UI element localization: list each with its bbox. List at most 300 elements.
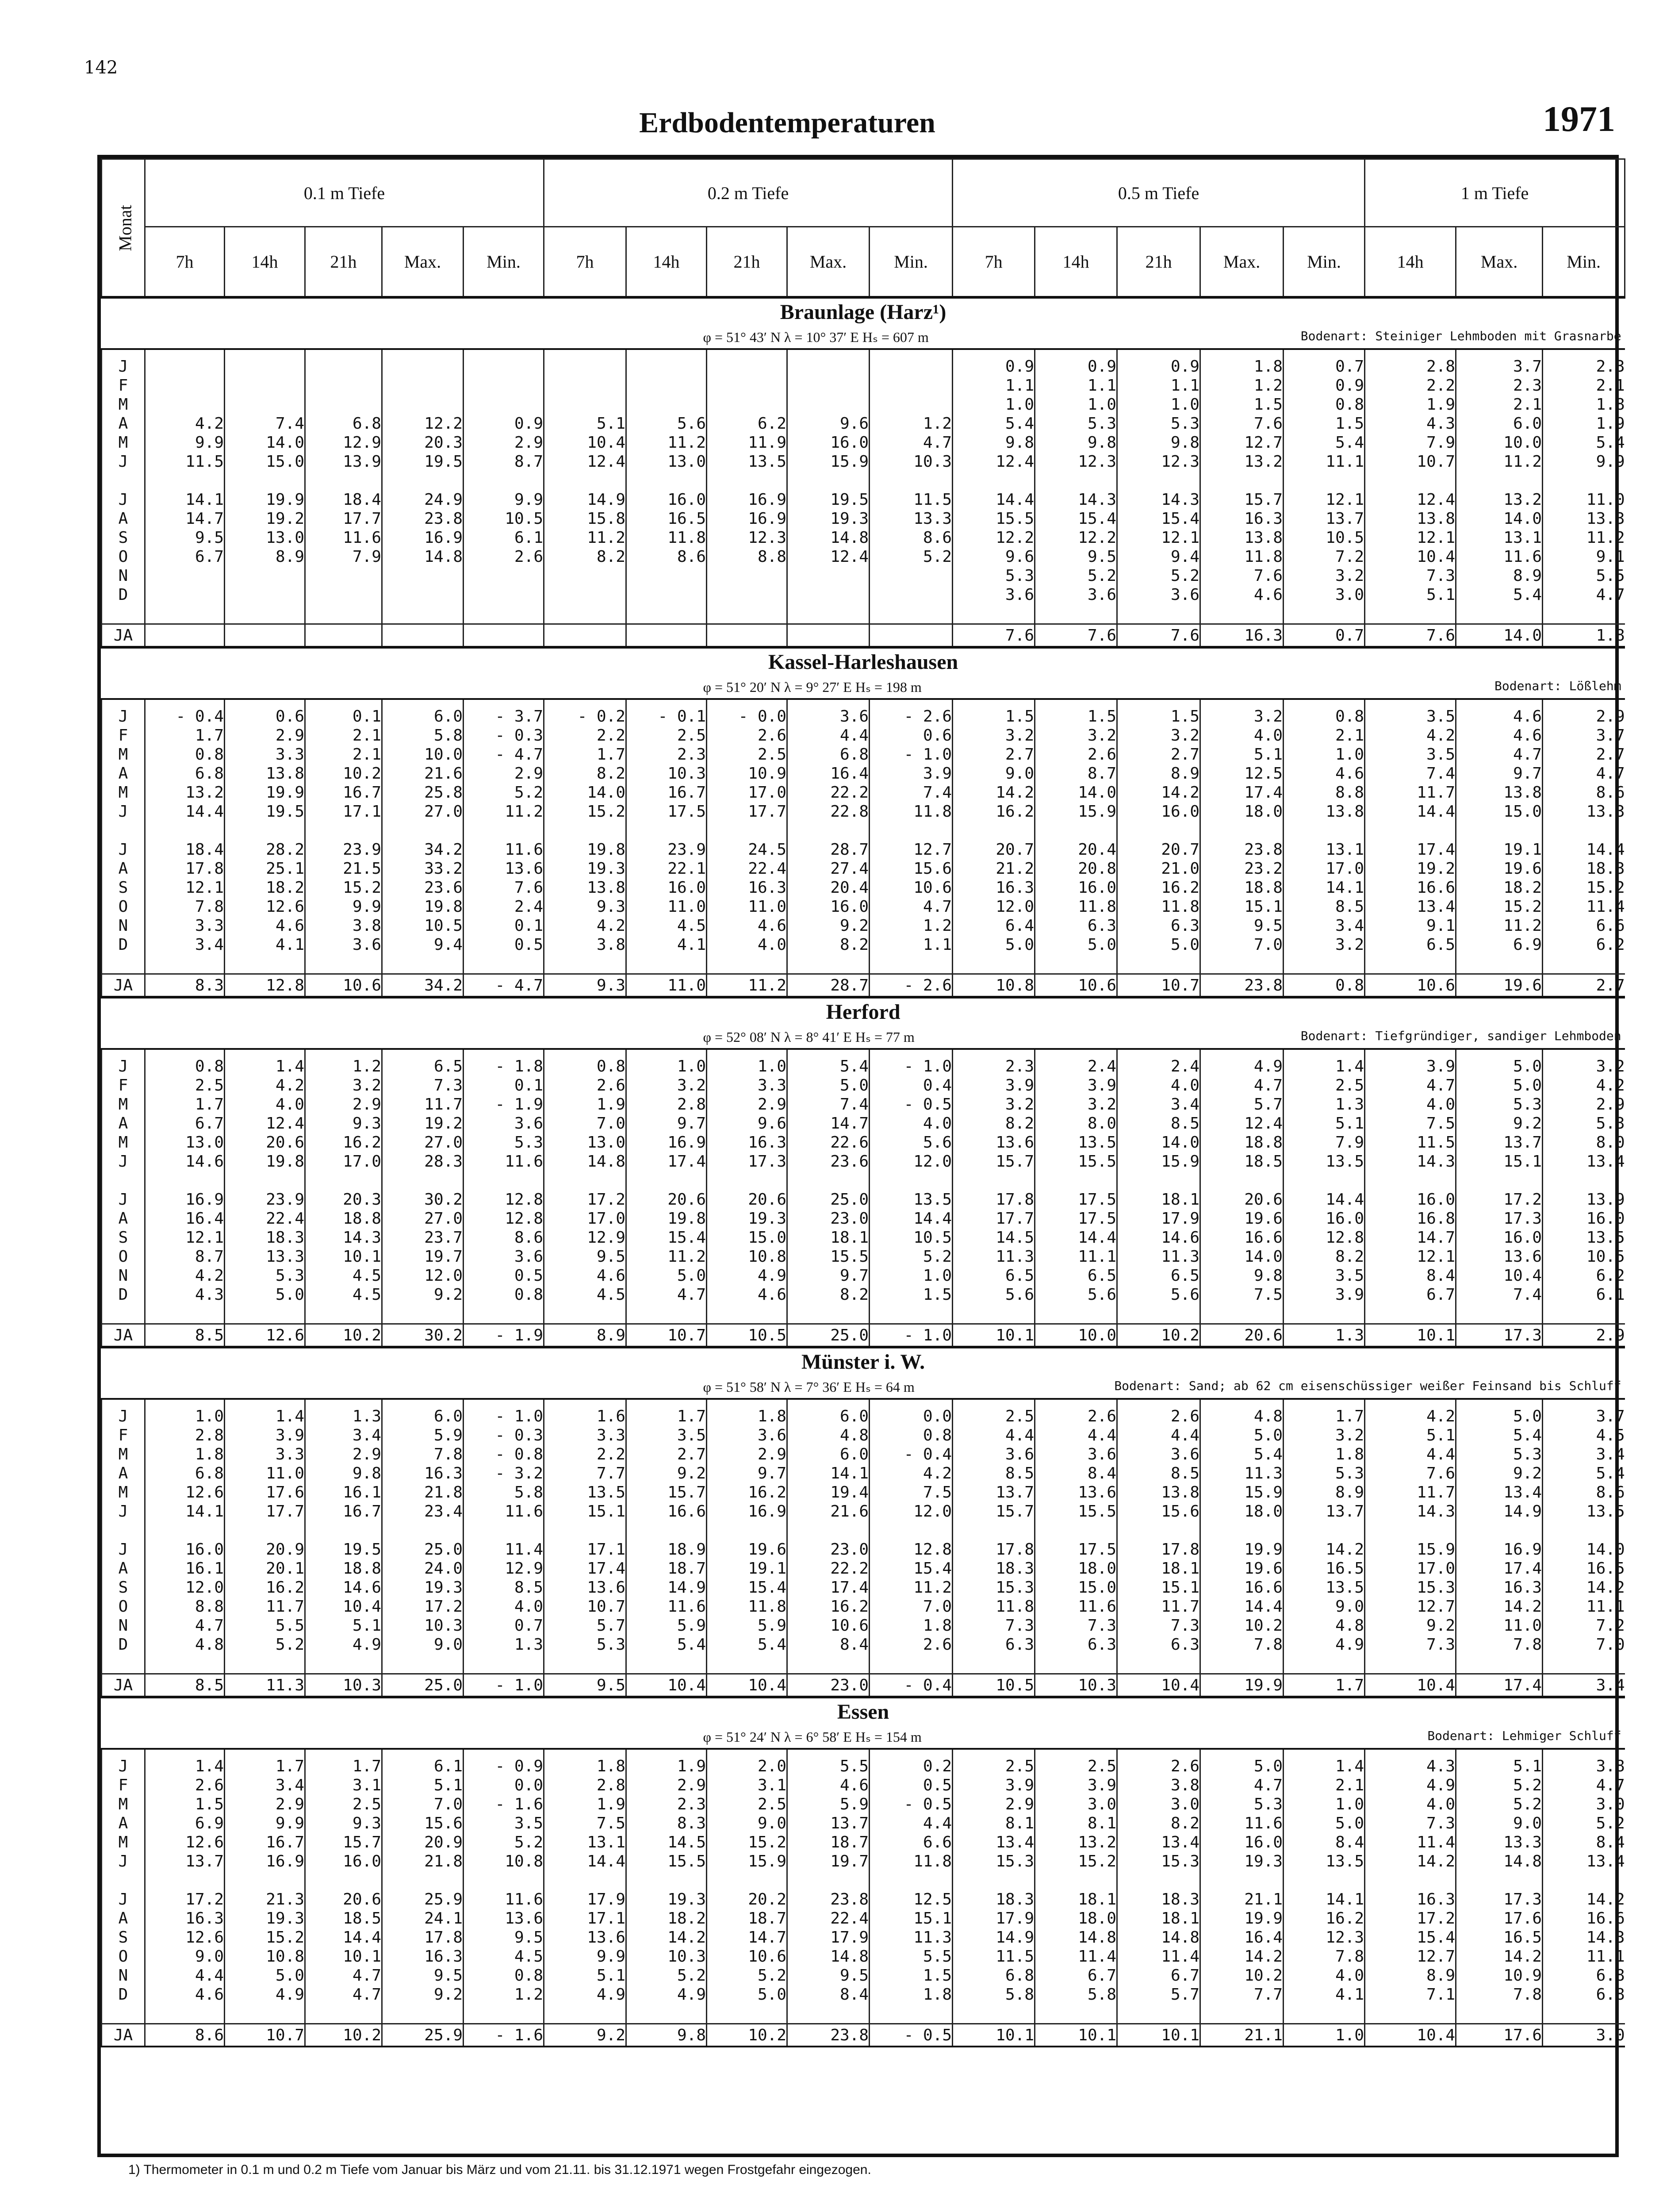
value-cell: 13.8	[1284, 802, 1365, 821]
annual-value	[626, 624, 707, 648]
table-row	[102, 433, 1625, 452]
value-cell: 9.5	[544, 1247, 626, 1266]
value-cell: 8.9	[1456, 566, 1543, 585]
month-label: M	[102, 1795, 145, 1814]
value-cell: 1.5	[870, 1966, 953, 1985]
value-cell	[544, 585, 626, 604]
annual-value: 30.2	[382, 1324, 464, 1348]
value-cell: 12.0	[953, 897, 1035, 916]
gap-cell	[1200, 471, 1284, 490]
value-cell: 16.2	[787, 1597, 870, 1616]
spacer-cell	[1035, 699, 1117, 707]
value-cell: 2.3	[1456, 376, 1543, 395]
gap-cell	[145, 821, 225, 840]
value-cell: 18.3	[1543, 859, 1625, 878]
value-cell: 15.5	[787, 1247, 870, 1266]
value-cell: 15.5	[1035, 1152, 1117, 1171]
column-header: 14h	[1035, 227, 1117, 298]
annual-value: 10.2	[707, 2024, 787, 2047]
value-cell: 3.9	[1035, 1776, 1117, 1795]
month-label: N	[102, 916, 145, 935]
value-cell: 1.5	[1117, 707, 1200, 726]
gap-cell	[1117, 604, 1200, 624]
value-cell: 23.9	[626, 840, 707, 859]
value-cell: 13.8	[1200, 528, 1284, 547]
value-cell: 5.0	[1035, 935, 1117, 954]
value-cell: 5.4	[626, 1635, 707, 1654]
value-cell: 14.4	[145, 802, 225, 821]
value-cell: - 1.9	[464, 1095, 544, 1114]
spacer-cell	[1117, 1399, 1200, 1407]
value-cell: 6.9	[145, 1814, 225, 1833]
month-label: J	[102, 1852, 145, 1871]
value-cell: 2.6	[707, 726, 787, 745]
value-cell: 19.7	[382, 1247, 464, 1266]
value-cell: 11.6	[464, 840, 544, 859]
value-cell: 4.0	[870, 1114, 953, 1133]
value-cell: 10.1	[305, 1947, 382, 1966]
value-cell: 4.7	[305, 1966, 382, 1985]
annual-value: 8.5	[145, 1674, 225, 1697]
spacer-cell	[1365, 1399, 1456, 1407]
value-cell: 0.5	[870, 1776, 953, 1795]
value-cell: 4.2	[870, 1464, 953, 1483]
value-cell: 13.6	[544, 1578, 626, 1597]
value-cell: 7.4	[870, 783, 953, 802]
gap-cell	[102, 1521, 145, 1540]
value-cell: 3.1	[707, 1776, 787, 1795]
value-cell: 18.3	[953, 1559, 1035, 1578]
annual-value: 0.7	[1284, 624, 1365, 648]
gap-cell	[1284, 1304, 1365, 1324]
spacer-cell	[870, 1049, 953, 1057]
value-cell: 8.1	[1035, 1814, 1117, 1833]
value-cell: 3.2	[1284, 935, 1365, 954]
annual-value: 11.2	[707, 974, 787, 998]
value-cell: 15.9	[1365, 1540, 1456, 1559]
value-cell: 13.2	[1200, 452, 1284, 471]
value-cell: 6.3	[953, 1635, 1035, 1654]
station-name: Braunlage (Harz¹)	[102, 297, 1625, 325]
value-cell: 4.6	[1200, 585, 1284, 604]
table-row	[102, 1559, 1625, 1578]
station-name: Herford	[102, 997, 1625, 1025]
value-cell: 24.5	[707, 840, 787, 859]
gap-cell	[1284, 1171, 1365, 1190]
value-cell: 6.0	[382, 707, 464, 726]
value-cell: 22.8	[787, 802, 870, 821]
gap-cell	[1365, 1171, 1456, 1190]
value-cell: 14.4	[1365, 802, 1456, 821]
value-cell: 5.3	[1543, 1114, 1625, 1133]
value-cell: 16.0	[1365, 1190, 1456, 1209]
value-cell	[707, 357, 787, 376]
value-cell: 5.0	[1456, 1407, 1543, 1426]
value-cell: 13.2	[1035, 1833, 1117, 1852]
annual-value: 10.1	[1117, 2024, 1200, 2047]
gap-cell	[464, 954, 544, 974]
value-cell: 10.2	[305, 764, 382, 783]
spacer-cell	[1200, 1399, 1284, 1407]
gap-cell	[707, 1304, 787, 1324]
annual-value: 20.6	[1200, 1324, 1284, 1348]
value-cell: 10.6	[870, 878, 953, 897]
value-cell: 5.8	[1035, 1985, 1117, 2004]
month-label: J	[102, 1540, 145, 1559]
value-cell: 6.3	[1117, 916, 1200, 935]
month-label: A	[102, 414, 145, 433]
gap-cell	[870, 1654, 953, 1674]
value-cell: 14.3	[1035, 490, 1117, 509]
gap-cell	[707, 821, 787, 840]
station-title-row	[102, 1347, 1625, 1375]
value-cell: 25.0	[787, 1190, 870, 1209]
spacer-cell	[544, 699, 626, 707]
value-cell: 8.0	[1035, 1114, 1117, 1133]
value-cell: 1.7	[626, 1407, 707, 1426]
value-cell: 4.6	[225, 916, 305, 935]
value-cell: 12.6	[145, 1483, 225, 1502]
value-cell: 9.6	[787, 414, 870, 433]
value-cell: 19.3	[1200, 1852, 1284, 1871]
value-cell: 11.8	[1035, 897, 1117, 916]
value-cell: 16.2	[1117, 878, 1200, 897]
value-cell: 7.8	[1200, 1635, 1284, 1654]
value-cell: 5.6	[626, 414, 707, 433]
value-cell: 14.4	[1284, 1190, 1365, 1209]
value-cell: 4.6	[707, 916, 787, 935]
value-cell: 14.2	[1456, 1947, 1543, 1966]
value-cell: 11.4	[1117, 1947, 1200, 1966]
value-cell: 7.3	[1035, 1616, 1117, 1635]
value-cell: 13.7	[1456, 1133, 1543, 1152]
value-cell: 15.9	[1200, 1483, 1284, 1502]
value-cell: 0.8	[464, 1966, 544, 1985]
value-cell: 13.0	[145, 1133, 225, 1152]
column-header: 14h	[1365, 227, 1456, 298]
value-cell: 5.3	[1284, 1464, 1365, 1483]
value-cell: 19.4	[787, 1483, 870, 1502]
annual-value: - 0.4	[870, 1674, 953, 1697]
value-cell: 10.0	[382, 745, 464, 764]
value-cell: 12.4	[544, 452, 626, 471]
value-cell: 14.4	[1543, 840, 1625, 859]
gap-cell	[870, 1871, 953, 1890]
gap-cell	[870, 954, 953, 974]
value-cell: 12.2	[382, 414, 464, 433]
value-cell: 3.6	[707, 1426, 787, 1445]
value-cell: 13.4	[1365, 897, 1456, 916]
value-cell: 14.3	[1117, 490, 1200, 509]
value-cell: 14.0	[544, 783, 626, 802]
group-header-0-2m: 0.2 m Tiefe	[544, 159, 953, 227]
value-cell: 12.3	[1117, 452, 1200, 471]
value-cell: 5.1	[305, 1616, 382, 1635]
value-cell: 10.5	[1543, 1247, 1625, 1266]
column-header: 7h	[544, 227, 626, 298]
value-cell: 14.0	[1035, 783, 1117, 802]
value-cell: 3.4	[1543, 1445, 1625, 1464]
value-cell: 6.8	[145, 1464, 225, 1483]
value-cell: 13.5	[707, 452, 787, 471]
value-cell: 5.9	[787, 1795, 870, 1814]
value-cell: 4.5	[544, 1285, 626, 1304]
value-cell: 10.6	[787, 1616, 870, 1635]
value-cell: 9.7	[787, 1266, 870, 1285]
value-cell: 11.9	[707, 433, 787, 452]
value-cell: 13.2	[1456, 490, 1543, 509]
station-coordinates: φ = 52° 08′ N λ = 8° 41′ E Hₛ = 77 m	[703, 1029, 915, 1045]
gap-cell	[1200, 1304, 1284, 1324]
station-meta	[102, 1375, 1625, 1399]
gap-cell	[1543, 1171, 1625, 1190]
value-cell: 16.0	[1117, 802, 1200, 821]
value-cell: 23.0	[787, 1209, 870, 1228]
gap-cell	[1117, 821, 1200, 840]
value-cell: 19.9	[225, 783, 305, 802]
value-cell: 15.6	[1117, 1502, 1200, 1521]
value-cell: 11.7	[382, 1095, 464, 1114]
annual-value: 17.4	[1456, 1674, 1543, 1697]
spacer-cell	[225, 1749, 305, 1757]
value-cell: 21.0	[1117, 859, 1200, 878]
value-cell: 7.6	[1200, 414, 1284, 433]
gap-cell	[870, 2004, 953, 2024]
value-cell: 13.3	[225, 1247, 305, 1266]
value-cell: 9.0	[1284, 1597, 1365, 1616]
gap-cell	[544, 821, 626, 840]
value-cell: 1.9	[544, 1795, 626, 1814]
value-cell: 16.0	[1456, 1228, 1543, 1247]
value-cell: 18.5	[305, 1909, 382, 1928]
value-cell: 19.6	[1456, 859, 1543, 878]
value-cell: 17.5	[1035, 1209, 1117, 1228]
value-cell: 23.8	[787, 1890, 870, 1909]
station-coordinates: φ = 51° 43′ N λ = 10° 37′ E Hₛ = 607 m	[703, 329, 929, 345]
annual-value: 10.4	[707, 1674, 787, 1697]
value-cell: 14.4	[953, 490, 1035, 509]
spacer-cell	[145, 1749, 225, 1757]
value-cell: 4.5	[464, 1947, 544, 1966]
annual-value	[225, 624, 305, 648]
value-cell: 10.7	[544, 1597, 626, 1616]
table-row	[102, 916, 1625, 935]
spacer-cell	[382, 1399, 464, 1407]
gap-cell	[305, 2004, 382, 2024]
gap-cell	[1035, 954, 1117, 974]
value-cell: 4.8	[1200, 1407, 1284, 1426]
value-cell: 5.0	[626, 1266, 707, 1285]
value-cell: 0.1	[464, 916, 544, 935]
value-cell: 17.7	[305, 509, 382, 528]
value-cell: 13.8	[1117, 1483, 1200, 1502]
value-cell: - 1.0	[464, 1407, 544, 1426]
value-cell: 2.7	[953, 745, 1035, 764]
value-cell: 11.4	[464, 1540, 544, 1559]
value-cell: 14.8	[1117, 1928, 1200, 1947]
value-cell: 3.5	[626, 1426, 707, 1445]
annual-value	[145, 624, 225, 648]
gap-cell	[1117, 2004, 1200, 2024]
annual-value: 0.8	[1284, 974, 1365, 998]
month-label: M	[102, 1133, 145, 1152]
annual-value: 3.0	[1543, 2024, 1625, 2047]
annual-value: 9.8	[626, 2024, 707, 2047]
value-cell: 0.7	[464, 1616, 544, 1635]
value-cell	[787, 585, 870, 604]
value-cell: 5.0	[1456, 1057, 1543, 1076]
value-cell: 0.8	[870, 1426, 953, 1445]
gap-cell	[707, 604, 787, 624]
value-cell: 4.7	[1456, 745, 1543, 764]
gap-cell	[1035, 2004, 1117, 2024]
value-cell: 22.4	[707, 859, 787, 878]
value-cell	[787, 376, 870, 395]
value-cell: 12.2	[953, 528, 1035, 547]
value-cell: 14.2	[1117, 783, 1200, 802]
value-cell: 2.1	[305, 745, 382, 764]
value-cell: 7.1	[1365, 1985, 1456, 2004]
value-cell: 11.7	[1117, 1597, 1200, 1616]
value-cell: 17.6	[225, 1483, 305, 1502]
value-cell: 12.7	[1200, 433, 1284, 452]
station-coord-row	[102, 1725, 1625, 1749]
value-cell: 20.4	[1035, 840, 1117, 859]
value-cell: 12.1	[145, 878, 225, 897]
value-cell: 16.9	[382, 528, 464, 547]
table-row	[102, 528, 1625, 547]
value-cell: 5.0	[953, 935, 1035, 954]
value-cell: 6.5	[1117, 1266, 1200, 1285]
value-cell: 1.5	[870, 1285, 953, 1304]
value-cell: 3.9	[953, 1776, 1035, 1795]
value-cell: 23.8	[382, 509, 464, 528]
table-row	[102, 414, 1625, 433]
value-cell: 4.7	[305, 1985, 382, 2004]
value-cell: 5.5	[1543, 566, 1625, 585]
value-cell: 6.2	[1543, 1266, 1625, 1285]
value-cell: 4.2	[145, 1266, 225, 1285]
value-cell: 9.5	[1200, 916, 1284, 935]
table-row	[102, 1445, 1625, 1464]
annual-value: 23.8	[1200, 974, 1284, 998]
value-cell: 16.9	[1456, 1540, 1543, 1559]
data-table-frame	[97, 155, 1625, 2157]
table-row	[102, 878, 1625, 897]
value-cell: 7.9	[1365, 433, 1456, 452]
value-cell: 5.7	[1200, 1095, 1284, 1114]
station-soil-type: Bodenart: Lößlehm	[1494, 679, 1621, 693]
value-cell: 12.7	[1365, 1597, 1456, 1616]
value-cell: 28.3	[382, 1152, 464, 1171]
value-cell: 11.5	[870, 490, 953, 509]
spacer-cell	[145, 1399, 225, 1407]
value-cell: 9.2	[382, 1985, 464, 2004]
gap-cell	[707, 1654, 787, 1674]
spacer-cell	[464, 1749, 544, 1757]
value-cell: 21.8	[382, 1852, 464, 1871]
station-coord-row	[102, 1375, 1625, 1399]
table-row	[102, 1909, 1625, 1928]
value-cell: 14.7	[145, 509, 225, 528]
value-cell: 15.0	[1035, 1578, 1117, 1597]
value-cell: 13.1	[1284, 840, 1365, 859]
value-cell: 0.6	[870, 726, 953, 745]
month-label: J	[102, 802, 145, 821]
value-cell: 15.9	[1035, 802, 1117, 821]
value-cell: 6.7	[145, 547, 225, 566]
gap-cell	[626, 1871, 707, 1890]
value-cell: 17.4	[544, 1559, 626, 1578]
annual-value: 1.7	[1284, 1674, 1365, 1697]
value-cell: 16.3	[382, 1464, 464, 1483]
value-cell: 4.3	[145, 1285, 225, 1304]
gap-cell	[1456, 471, 1543, 490]
gap-cell	[1284, 1871, 1365, 1890]
value-cell: 5.3	[544, 1635, 626, 1654]
value-cell: 13.6	[1035, 1483, 1117, 1502]
column-header: 14h	[626, 227, 707, 298]
value-cell: 4.0	[1365, 1795, 1456, 1814]
value-cell: 16.6	[626, 1502, 707, 1521]
value-cell: 2.7	[1543, 745, 1625, 764]
gap-cell	[1117, 1521, 1200, 1540]
value-cell: 11.4	[1035, 1947, 1117, 1966]
value-cell: 24.9	[382, 490, 464, 509]
value-cell: 8.9	[225, 547, 305, 566]
value-cell: 18.4	[305, 490, 382, 509]
value-cell: 12.1	[145, 1228, 225, 1247]
value-cell	[305, 357, 382, 376]
value-cell: 0.9	[953, 357, 1035, 376]
value-cell: 14.6	[1117, 1228, 1200, 1247]
gap-row	[102, 471, 1625, 490]
value-cell: 15.3	[1365, 1578, 1456, 1597]
value-cell: 17.5	[626, 802, 707, 821]
value-cell: - 0.3	[464, 726, 544, 745]
value-cell: 9.5	[464, 1928, 544, 1947]
value-cell: 19.2	[225, 509, 305, 528]
annual-value: 10.4	[1365, 2024, 1456, 2047]
value-cell: 2.3	[626, 1795, 707, 1814]
value-cell: 6.4	[953, 916, 1035, 935]
value-cell: 13.7	[787, 1814, 870, 1833]
annual-value: 9.5	[544, 1674, 626, 1697]
value-cell: 4.2	[1543, 1076, 1625, 1095]
annual-value: - 1.0	[464, 1674, 544, 1697]
value-cell: 12.1	[1117, 528, 1200, 547]
spacer-cell	[626, 1749, 707, 1757]
value-cell: 13.3	[1543, 802, 1625, 821]
station-meta	[102, 675, 1625, 699]
value-cell: 2.9	[1543, 707, 1625, 726]
value-cell: 3.2	[305, 1076, 382, 1095]
gap-cell	[1117, 1871, 1200, 1890]
gap-cell	[1543, 604, 1625, 624]
month-label: J	[102, 707, 145, 726]
value-cell: 20.8	[1035, 859, 1117, 878]
value-cell: 9.9	[544, 1947, 626, 1966]
value-cell: 17.9	[1117, 1209, 1200, 1228]
value-cell: 8.2	[1117, 1814, 1200, 1833]
annual-value: 10.7	[626, 1324, 707, 1348]
value-cell: 8.2	[953, 1114, 1035, 1133]
value-cell: 5.3	[1117, 414, 1200, 433]
station-coord-row	[102, 1025, 1625, 1049]
value-cell: 9.2	[787, 916, 870, 935]
column-header: 14h	[225, 227, 305, 298]
month-label: F	[102, 376, 145, 395]
